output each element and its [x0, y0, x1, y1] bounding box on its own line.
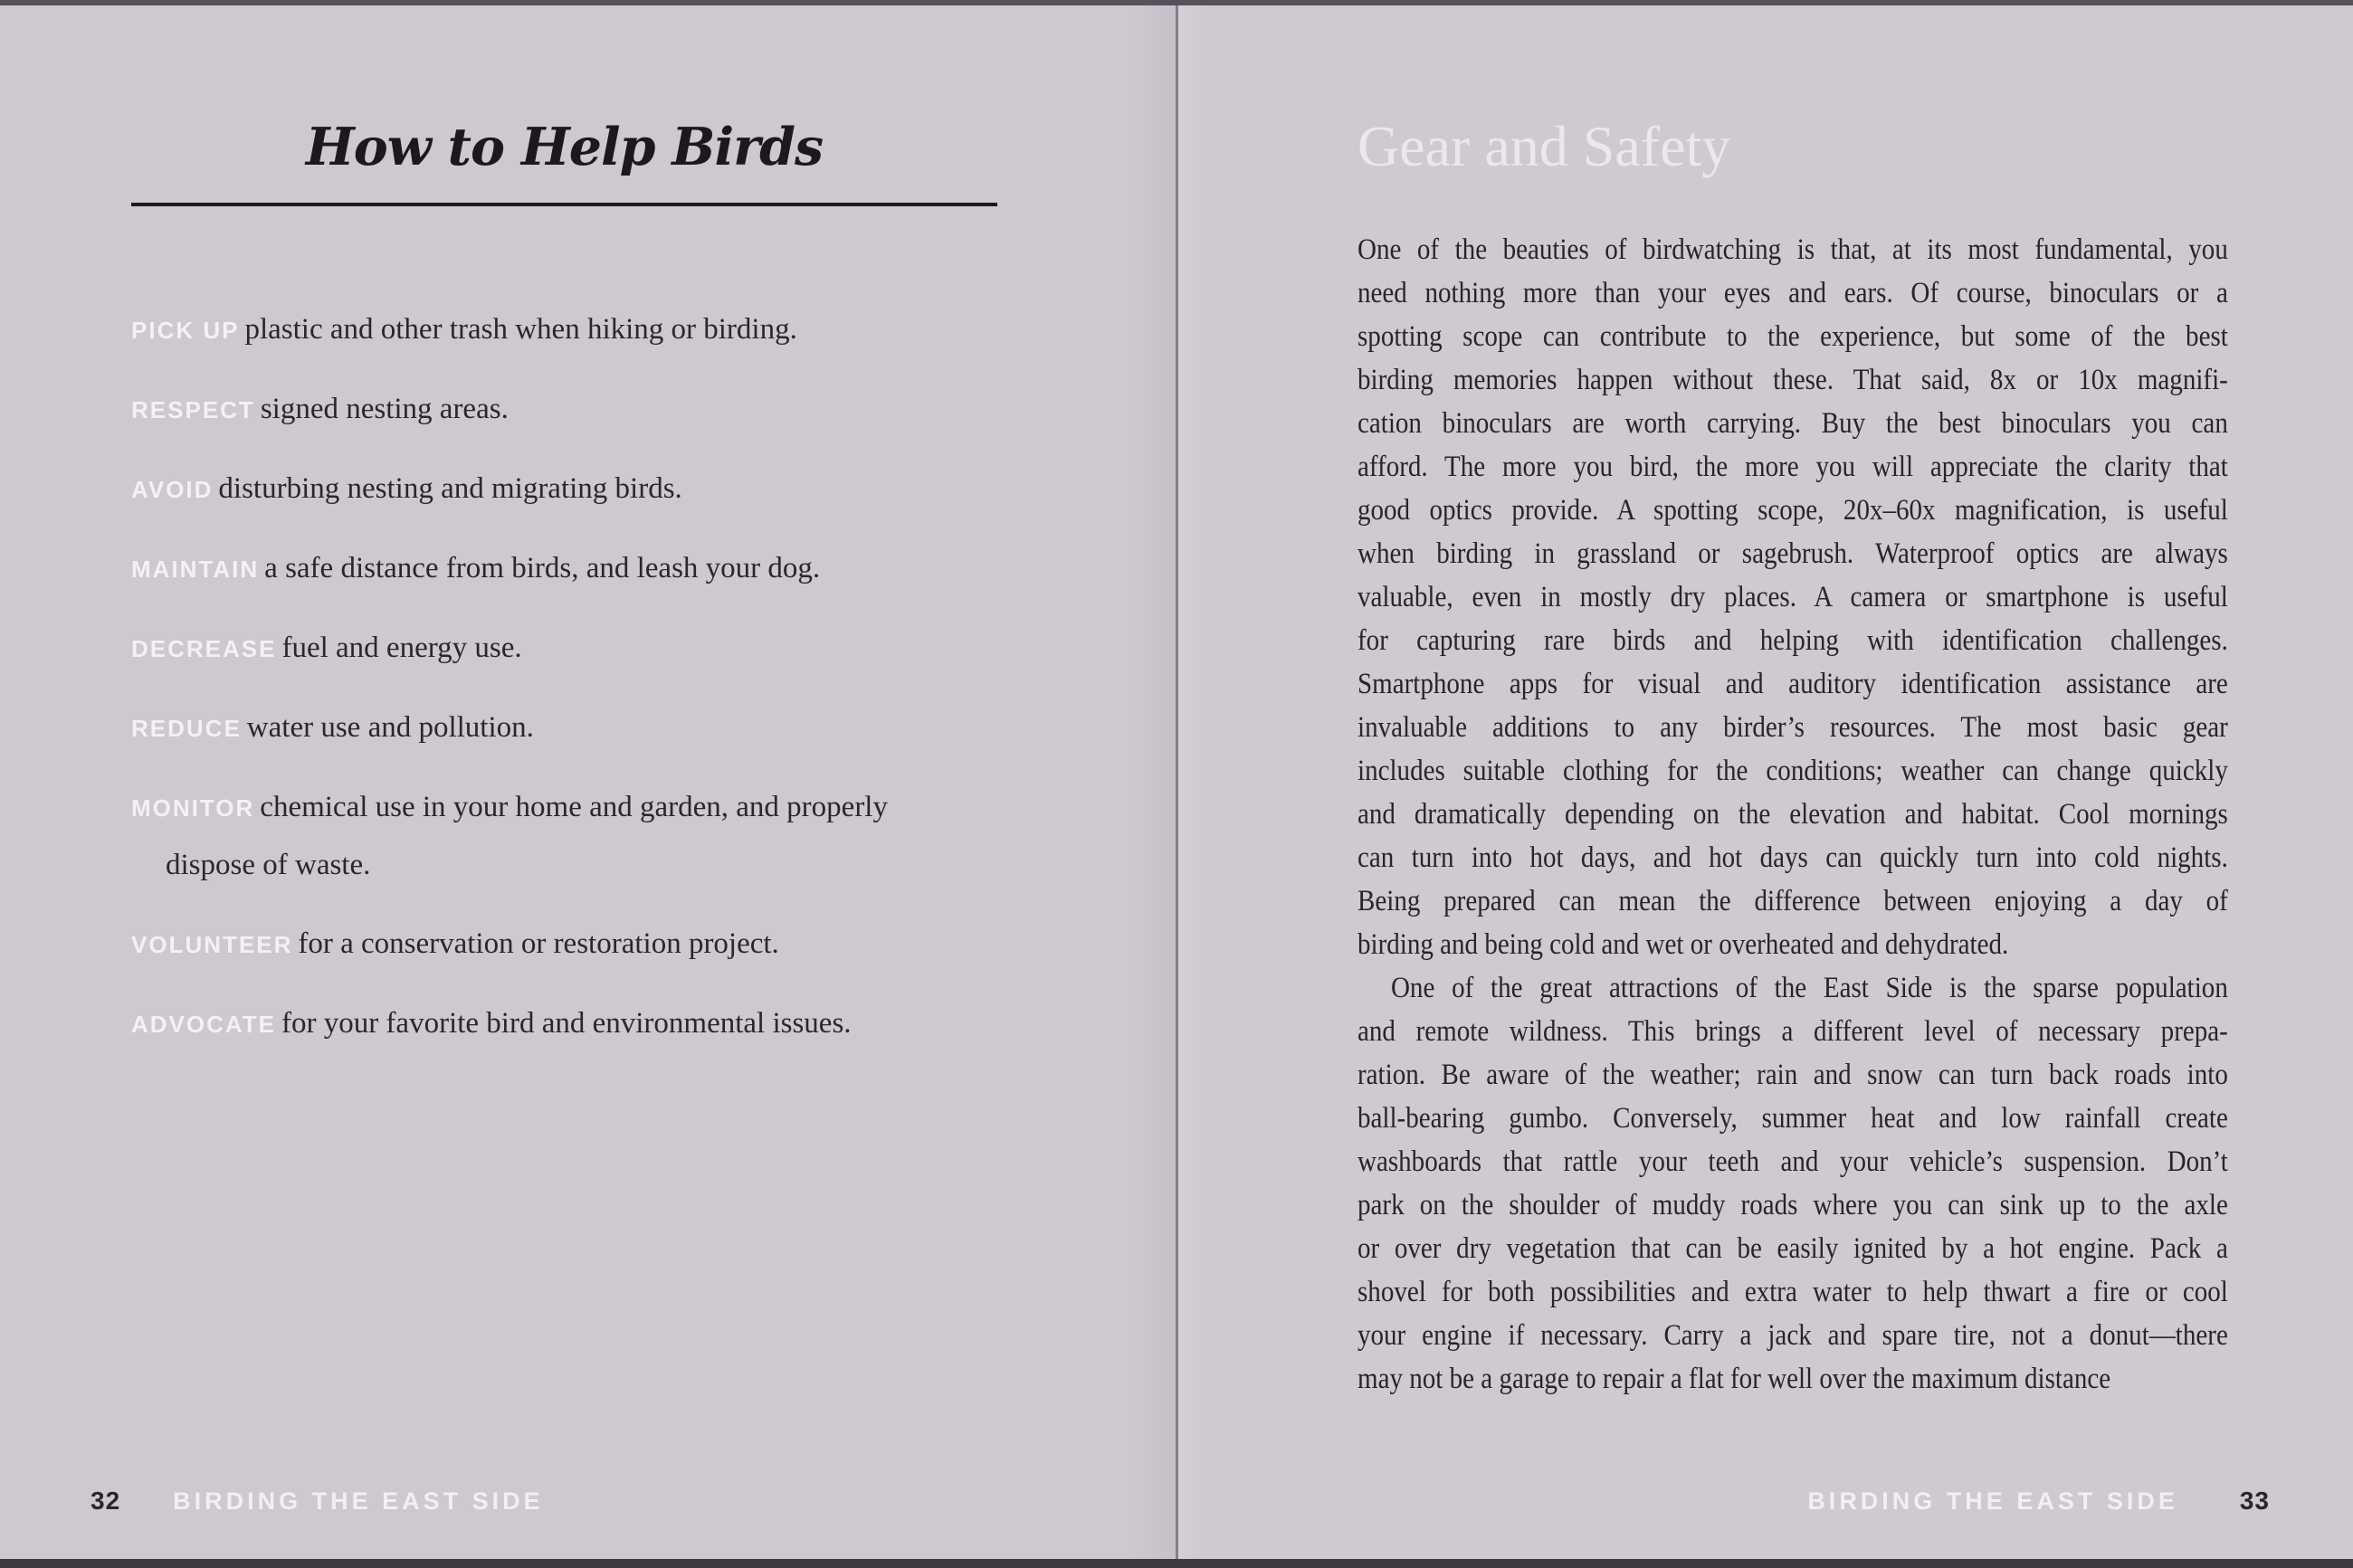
body-line: afford. The more you bird, the more you will appreciate the clarity that	[1358, 451, 2228, 483]
body-line: invaluable additions to any birder’s resources. The most basic gear	[1358, 711, 2228, 744]
left-page	[0, 5, 1176, 1559]
tip-text: a safe distance from birds, and leash your dog.	[264, 552, 821, 584]
tip-label: MAINTAIN	[131, 556, 260, 583]
list-item	[131, 1005, 997, 1042]
page-gutter-line	[1176, 0, 1178, 1568]
running-title: BIRDING THE EAST SIDE	[173, 1487, 544, 1515]
tip-text: fuel and energy use.	[281, 632, 522, 664]
body-line: birding memories happen without these. That said, 8x or 10x magnifi-	[1358, 364, 2228, 396]
right-page	[1178, 5, 2353, 1559]
body-line: birding and being cold and wet or overheated and dehydrated.	[1358, 928, 2009, 961]
tip-text: for your favorite bird and environmental issues.	[281, 1007, 852, 1040]
right-page-content	[1178, 5, 2353, 1401]
body-line: Smartphone apps for visual and auditory identification assistance are	[1358, 668, 2228, 700]
body-line: shovel for both possibilities and extra water to help thwart a fire or cool	[1358, 1276, 2228, 1308]
tip-label: PICK UP	[131, 317, 240, 344]
tip-label: RESPECT	[131, 396, 255, 423]
body-line: cation binoculars are worth carrying. Buy the best binoculars you can	[1358, 407, 2228, 440]
list-item	[131, 311, 997, 348]
page-number: 32	[90, 1487, 121, 1515]
tip-text: for a conservation or restoration project.	[298, 927, 779, 960]
body-line: includes suitable clothing for the conditions; weather can change quickly	[1358, 755, 2228, 787]
body-line: your engine if necessary. Carry a jack and spare tire, not a donut—there	[1358, 1319, 2228, 1352]
list-item	[131, 550, 997, 587]
body-line: can turn into hot days, and hot days can quickly turn into cold nights.	[1358, 841, 2228, 874]
body-line: for capturing rare birds and helping with identification challenges.	[1358, 624, 2228, 657]
body-line: One of the great attractions of the East Side is the sparse population	[1390, 972, 2228, 1004]
body-line: need nothing more than your eyes and ears. Of course, binoculars or a	[1358, 277, 2228, 309]
body-text	[1358, 228, 2228, 1401]
body-line: ration. Be aware of the weather; rain and snow can turn back roads into	[1358, 1059, 2228, 1091]
left-page-footer	[90, 1487, 544, 1516]
tip-text: chemical use in your home and garden, and properly	[260, 791, 888, 823]
title-rule	[131, 203, 997, 206]
tip-text: disturbing nesting and migrating birds.	[218, 472, 682, 505]
body-line: spotting scope can contribute to the experience, but some of the best	[1358, 320, 2228, 353]
body-line: may not be a garage to repair a flat for well over the maximum distance	[1358, 1363, 2111, 1395]
tip-label: AVOID	[131, 476, 214, 503]
body-line: and dramatically depending on the elevation and habitat. Cool mornings	[1358, 798, 2228, 831]
tip-label: REDUCE	[131, 715, 242, 742]
list-item	[131, 470, 997, 508]
tips-list	[131, 311, 997, 1042]
tip-label: ADVOCATE	[131, 1011, 276, 1038]
body-line: park on the shoulder of muddy roads where you can sink up to the axle	[1358, 1189, 2228, 1221]
body-line: when birding in grassland or sagebrush. Waterproof optics are always	[1358, 537, 2228, 570]
right-page-footer	[1807, 1487, 2270, 1516]
tip-text-continuation: dispose of waste.	[166, 849, 371, 881]
list-item	[131, 391, 997, 428]
body-line: ball-bearing gumbo. Conversely, summer heat and low rainfall create	[1358, 1102, 2228, 1135]
body-line: or over dry vegetation that can be easily ignited by a hot engine. Pack a	[1358, 1232, 2228, 1265]
list-item	[131, 709, 997, 746]
tip-label: MONITOR	[131, 794, 255, 822]
page-number: 33	[2239, 1487, 2270, 1515]
body-line: One of the beauties of birdwatching is that, at its most fundamental, you	[1358, 233, 2228, 266]
list-item	[131, 926, 997, 963]
tip-label: VOLUNTEER	[131, 931, 293, 958]
right-page-title: Gear and Safety	[1358, 114, 1731, 178]
tip-text: signed nesting areas.	[260, 393, 509, 425]
list-item	[131, 789, 997, 883]
tip-label: DECREASE	[131, 635, 277, 662]
body-line: and remote wildness. This brings a different level of necessary prepa-	[1358, 1015, 2228, 1048]
body-line: valuable, even in mostly dry places. A camera or smartphone is useful	[1358, 581, 2228, 613]
page-edge-top	[0, 0, 2353, 5]
body-line: good optics provide. A spotting scope, 20x–60x magnification, is useful	[1358, 494, 2228, 527]
body-line: washboards that rattle your teeth and your vehicle’s suspension. Don’t	[1358, 1145, 2228, 1178]
page-edge-bottom	[0, 1559, 2353, 1568]
running-title: BIRDING THE EAST SIDE	[1807, 1487, 2178, 1515]
list-item	[131, 630, 997, 667]
body-line: Being prepared can mean the difference between enjoying a day of	[1358, 885, 2228, 917]
left-page-content	[0, 5, 1176, 1042]
tip-text: water use and pollution.	[246, 711, 534, 744]
left-page-title: How to Help Birds	[305, 117, 824, 177]
tip-text: plastic and other trash when hiking or birding.	[244, 313, 797, 346]
